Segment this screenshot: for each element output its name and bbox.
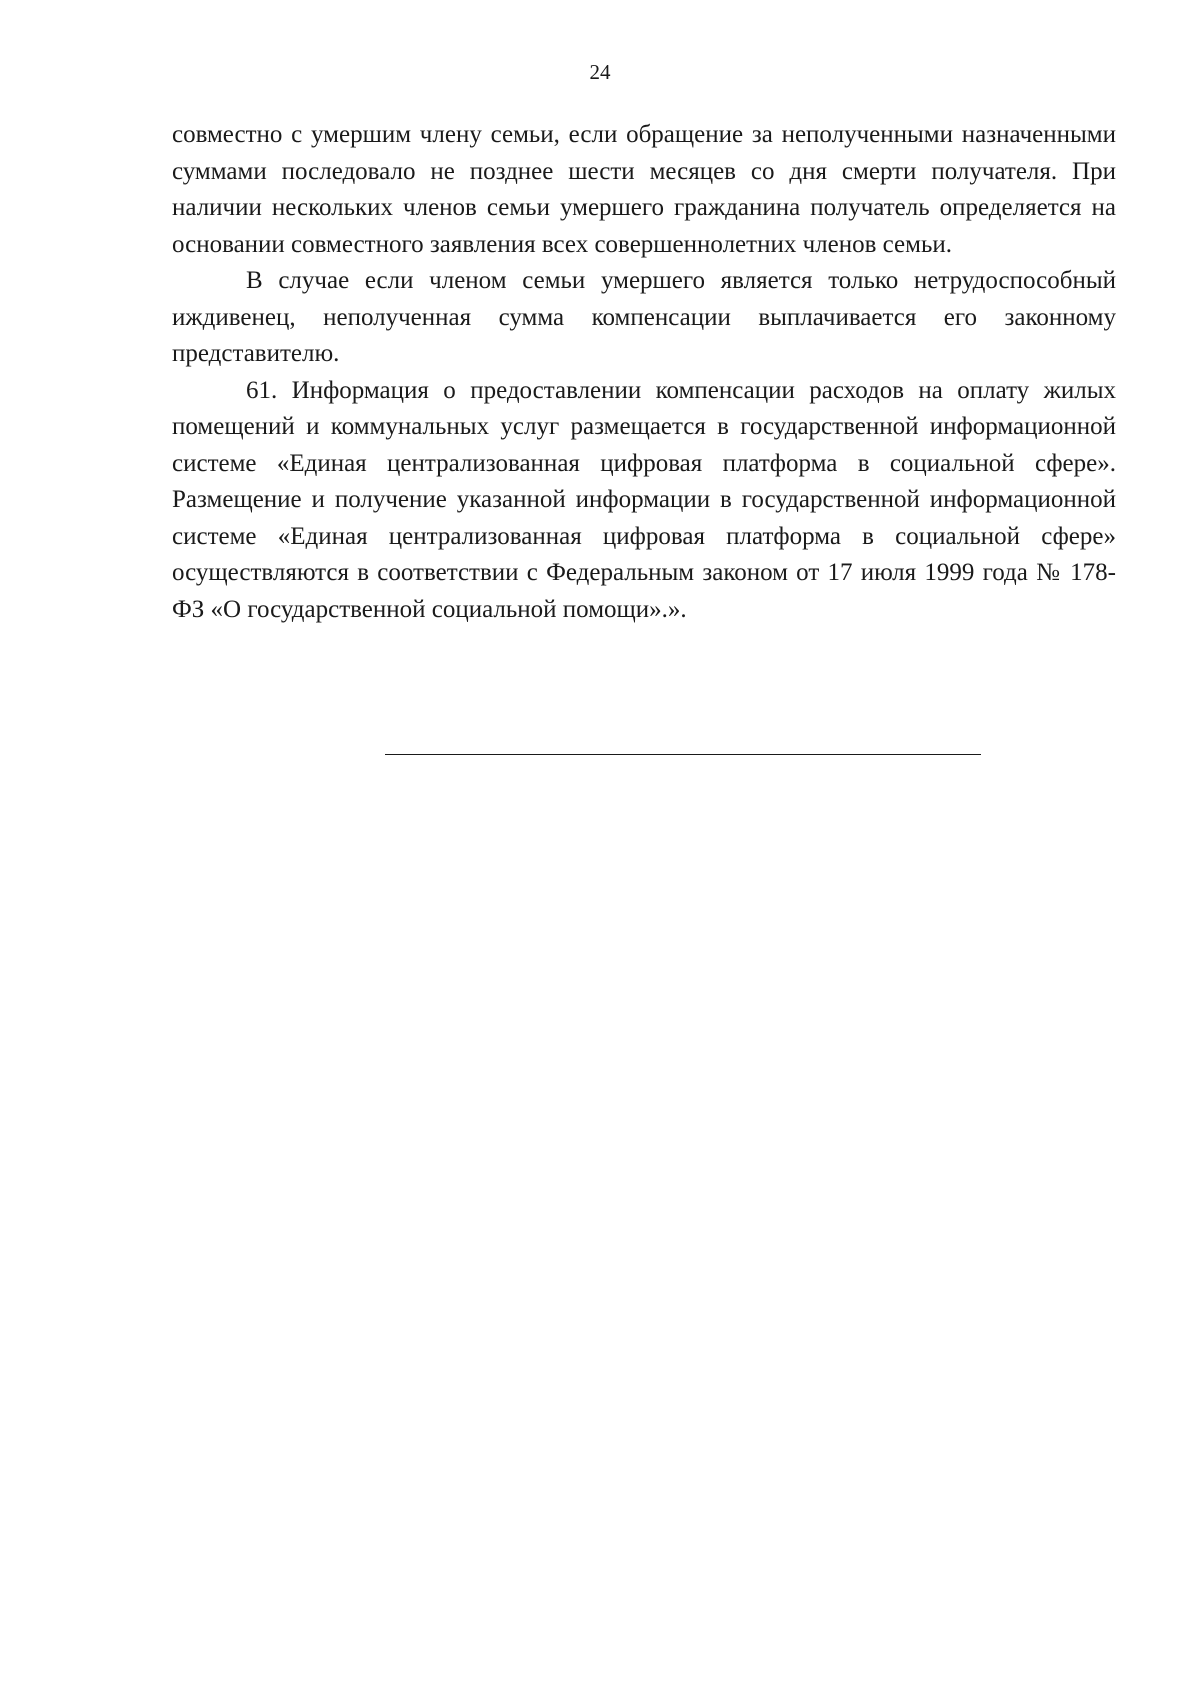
end-of-document-rule (385, 754, 981, 755)
page-number: 24 (589, 60, 611, 84)
paragraph-item-61: 61. Информация о предоставлении компенсации расходов на оплату жилых помещений и коммунальных услуг размещается в государственной информационной системе «Единая централизованная цифровая платформа в социальной сфере». Размещение и получение указанной информации в государственной информационной системе «Единая централизованная цифровая платформа в социальной сфере» осуществляются в соответствии с Федеральным законом от 17 июля 1999 года № 178-ФЗ «О государственной социальной помощи».». (172, 376, 1116, 623)
paragraph-continuation: совместно с умершим члену семьи, если обращение за неполученными назначенными суммами последовало не позднее шести месяцев со дня смерти получателя. При наличии нескольких членов семьи умершего гражданина получатель определяется на основании совместного заявления всех совершеннолетних членов семьи. (172, 121, 1116, 258)
paragraph-dependent-recipient: В случае если членом семьи умершего является только нетрудоспособный иждивенец, неполученная сумма компенсации выплачивается его законному представителю. (172, 267, 1116, 367)
document-body (172, 117, 1116, 628)
